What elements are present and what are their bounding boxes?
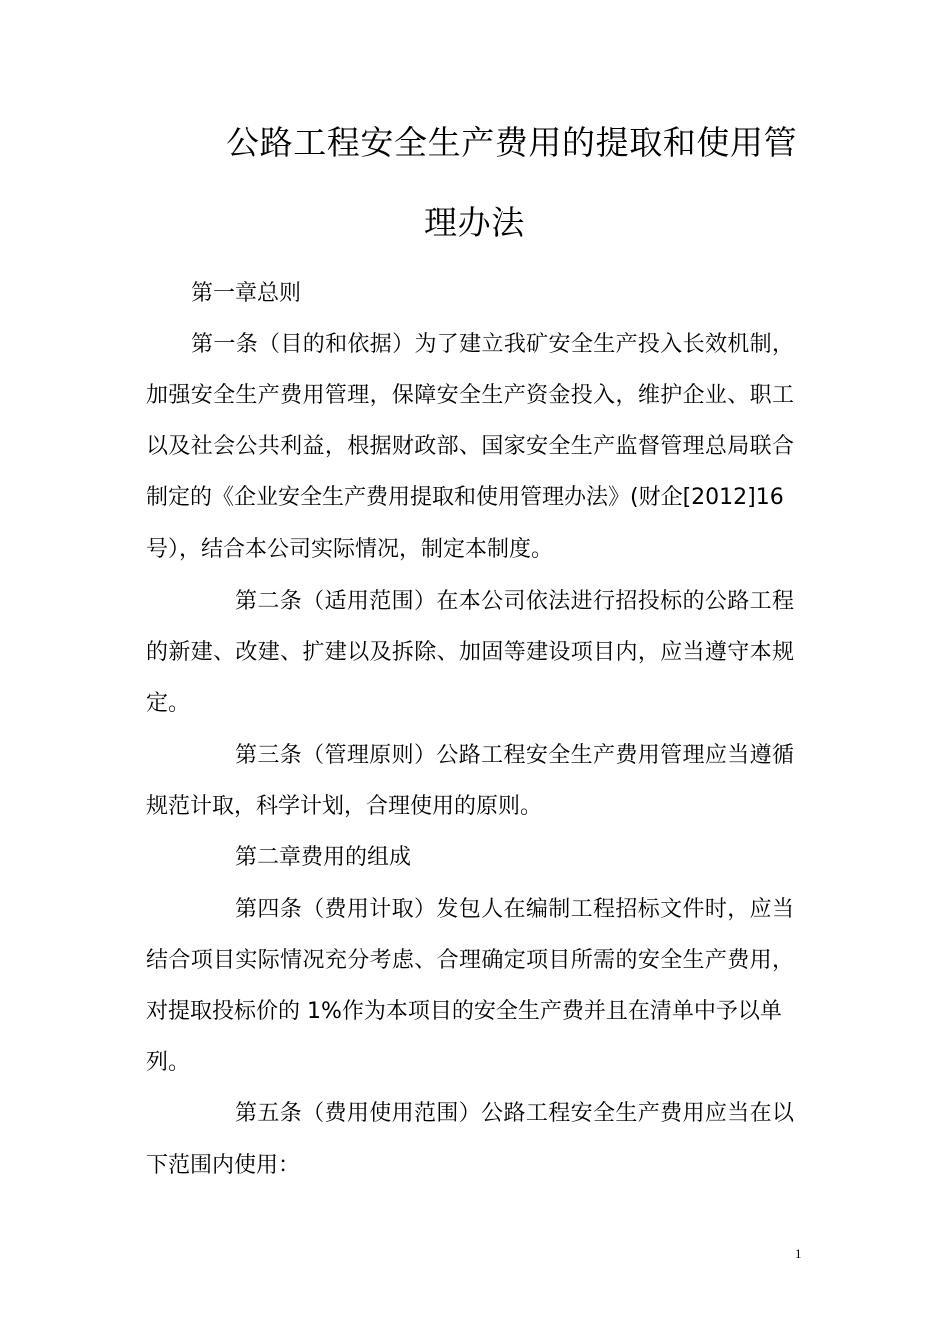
- article4-line1: 第四条（费用计取）发包人在编制工程招标文件时，应当: [235, 897, 794, 922]
- article2-line2: 的新建、改建、扩建以及拆除、加固等建设项目内，应当遵守本规: [146, 640, 794, 665]
- article1-line5: 号），结合本公司实际情况，制定本制度。: [146, 537, 554, 562]
- article1-line2: 加强安全生产费用管理，保障安全生产资金投入，维护企业、职工: [146, 383, 794, 408]
- article2-line3: 定。: [146, 691, 191, 716]
- article5-line2: 下范围内使用：: [146, 1153, 301, 1178]
- document-title-line1: 公路工程安全生产费用的提取和使用管: [226, 123, 798, 162]
- chapter-heading-2: 第二章费用的组成: [235, 845, 412, 870]
- document-title-line2: 理办法: [424, 203, 525, 242]
- chapter-heading-1: 第一章总则: [191, 281, 302, 306]
- article1-line1: 第一条（目的和依据）为了建立我矿安全生产投入长效机制，: [191, 332, 794, 357]
- article1-line4: 制定的《企业安全生产费用提取和使用管理办法》(财企[2012]16: [146, 485, 784, 510]
- article4-line2: 结合项目实际情况充分考虑、合理确定项目所需的安全生产费用，: [146, 948, 794, 973]
- article3-line2: 规范计取，科学计划，合理使用的原则。: [146, 794, 543, 819]
- page-number: 1: [795, 1246, 802, 1261]
- article5-line1: 第五条（费用使用范围）公路工程安全生产费用应当在以: [235, 1101, 794, 1126]
- article4-line3: 对提取投标价的 1%作为本项目的安全生产费并且在清单中予以单: [146, 999, 782, 1024]
- article2-line1: 第二条（适用范围）在本公司依法进行招投标的公路工程: [235, 589, 794, 614]
- article4-line4: 列。: [146, 1050, 191, 1075]
- article3-line1: 第三条（管理原则）公路工程安全生产费用管理应当遵循: [235, 743, 794, 768]
- article1-line3: 以及社会公共利益，根据财政部、国家安全生产监督管理总局联合: [146, 434, 794, 459]
